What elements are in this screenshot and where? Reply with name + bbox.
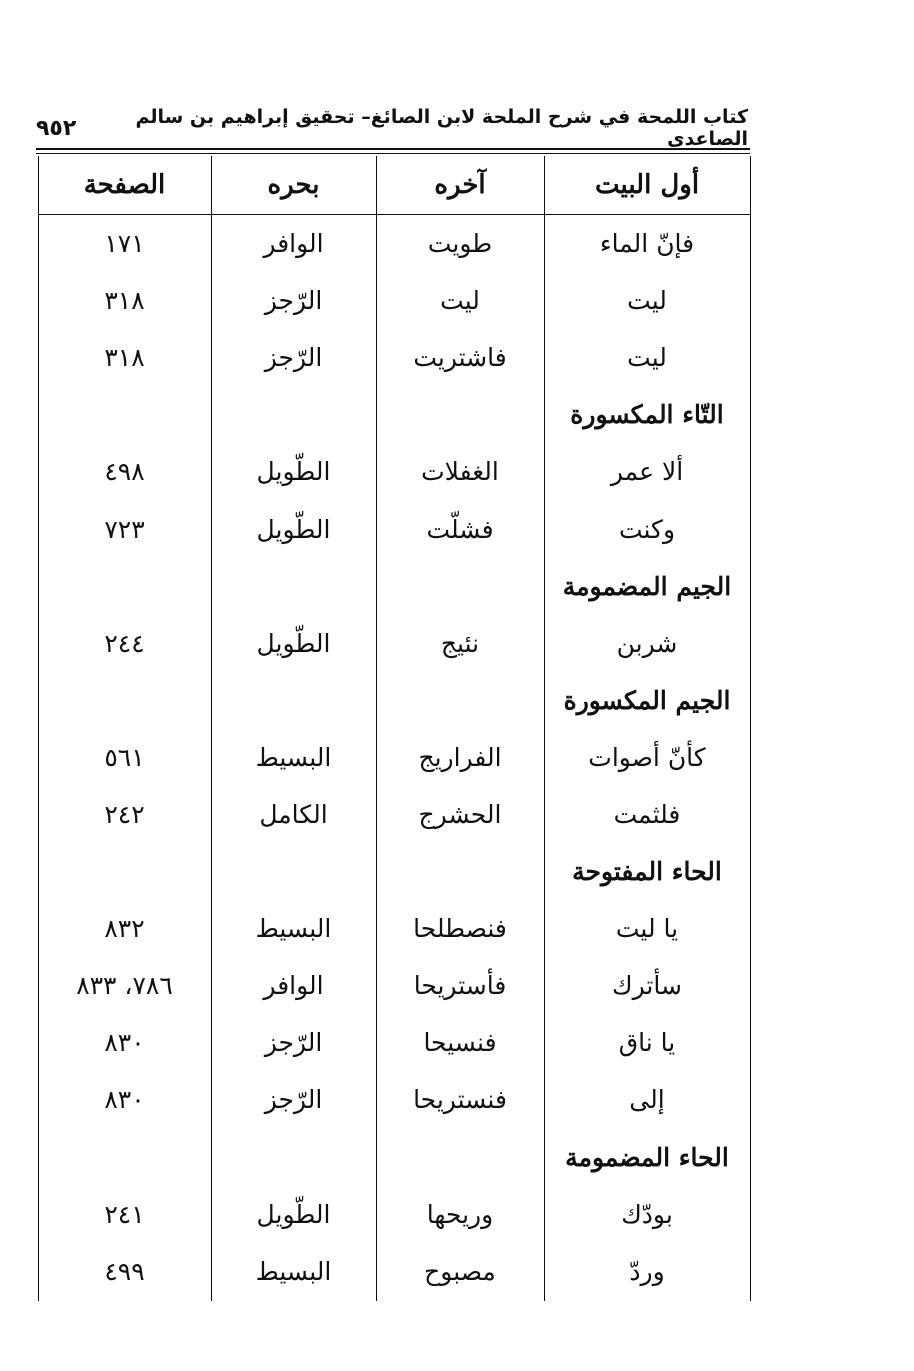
verse-end-cell: فنصطلحا	[413, 914, 507, 944]
col-verse-end-header: آخره	[434, 170, 486, 200]
verse-end-cell: ليت	[440, 286, 480, 316]
header-rule	[36, 148, 750, 150]
col-meter-header: بحره	[267, 170, 320, 200]
verse-end-cell: نئيج	[440, 628, 480, 658]
first-verse-cell: كأنّ أصوات	[588, 742, 706, 772]
section-heading-row	[38, 672, 750, 729]
first-verse-cell: وكنت	[618, 514, 676, 544]
page-cell: ٢٤٢	[104, 799, 145, 829]
page-cell: ١٧١	[104, 229, 145, 259]
first-verse-cell: شربن	[616, 628, 678, 658]
verse-end-cell: فنستريحا	[413, 1085, 507, 1115]
meter-cell: الوافر	[263, 229, 324, 259]
verse-end-cell: فنسيحا	[423, 1028, 497, 1058]
page-cell: ٧٨٦، ٨٣٣	[76, 971, 173, 1001]
page-number: ٩٥٢	[36, 115, 77, 141]
section-heading: الجيم المكسورة	[563, 685, 731, 715]
section-heading-row	[38, 843, 750, 900]
first-verse-cell: فلثمت	[613, 799, 681, 829]
page-cell: ٢٤٤	[104, 628, 145, 658]
first-verse-cell: إلى	[629, 1085, 665, 1115]
table-row	[38, 615, 750, 672]
section-heading-row	[38, 1129, 750, 1186]
running-header	[36, 106, 748, 150]
page-cell: ٢٤١	[104, 1199, 145, 1229]
meter-cell: الكامل	[259, 799, 328, 829]
col-first-verse-header: أول البيت	[594, 170, 700, 200]
verse-end-cell: فاشتريت	[413, 343, 507, 373]
verse-end-cell: فشلّت	[426, 514, 494, 544]
table-row	[38, 786, 750, 843]
meter-cell: الطّويل	[256, 628, 331, 658]
section-heading: الجيم المضمومة	[562, 571, 732, 601]
page-cell: ٤٩٨	[104, 457, 145, 487]
meter-cell: الطّويل	[256, 514, 331, 544]
section-heading: الحاء المفتوحة	[572, 857, 722, 887]
first-verse-cell: ليت	[627, 286, 667, 316]
table-row	[38, 500, 750, 557]
meter-cell: البسيط	[255, 1256, 332, 1286]
page-cell: ٧٢٣	[104, 514, 145, 544]
page-cell: ٣١٨	[104, 286, 145, 316]
page-cell: ٨٣٠	[104, 1028, 145, 1058]
meter-cell: البسيط	[255, 742, 332, 772]
meter-cell: الطّويل	[256, 1199, 331, 1229]
section-heading-row	[38, 558, 750, 615]
page-cell: ٨٣٠	[104, 1085, 145, 1115]
verse-end-cell: فأستريحا	[413, 971, 507, 1001]
table-header	[38, 156, 750, 215]
page-cell: ٥٦١	[104, 742, 145, 772]
first-verse-cell: ليت	[627, 343, 667, 373]
section-heading-row	[38, 386, 750, 443]
verse-end-cell: الفراريج	[418, 742, 502, 772]
meter-cell: الرّجز	[264, 1085, 323, 1115]
verse-index-table	[38, 156, 750, 1300]
table-row	[38, 1186, 750, 1243]
verse-end-cell: مصبوح	[424, 1256, 496, 1286]
verse-end-cell: الغفلات	[421, 457, 499, 487]
verse-end-cell: الحشرج	[418, 799, 502, 829]
verse-end-cell: طويت	[427, 229, 493, 259]
table-row	[38, 1243, 750, 1300]
table-row	[38, 957, 750, 1014]
table-body	[38, 215, 750, 1300]
table-border-right	[750, 156, 751, 1301]
book-title: كتاب اللمحة في شرح الملحة لابن الصائغ– تحقيق إبراهيم بن سالم الصاعدي	[135, 106, 748, 150]
meter-cell: الطّويل	[256, 457, 331, 487]
page-cell: ٤٩٩	[104, 1256, 145, 1286]
table-row	[38, 215, 750, 272]
meter-cell: الرّجز	[264, 343, 323, 373]
page-cell: ٨٣٢	[104, 914, 145, 944]
col-page-header: الصفحة	[83, 170, 166, 200]
meter-cell: الوافر	[263, 971, 324, 1001]
verse-end-cell: وريحها	[426, 1199, 494, 1229]
first-verse-cell: ألا عمر	[610, 457, 684, 487]
first-verse-cell: يا ناق	[618, 1028, 676, 1058]
first-verse-cell: يا ليت	[615, 914, 679, 944]
first-verse-cell: بودّك	[621, 1199, 673, 1229]
first-verse-cell: سأترك	[612, 971, 682, 1001]
header-rule-thin	[36, 153, 750, 154]
section-heading: الحاء المضمومة	[565, 1142, 729, 1172]
table-row	[38, 1071, 750, 1128]
first-verse-cell: فإنّ الماء	[599, 229, 695, 259]
page-cell: ٣١٨	[104, 343, 145, 373]
table-row	[38, 443, 750, 500]
table-row	[38, 272, 750, 329]
table-row	[38, 729, 750, 786]
section-heading: التّاء المكسورة	[570, 400, 724, 430]
meter-cell: الرّجز	[264, 286, 323, 316]
meter-cell: البسيط	[255, 914, 332, 944]
table-row	[38, 900, 750, 957]
table-row	[38, 1014, 750, 1071]
first-verse-cell: وردّ	[629, 1256, 665, 1286]
table-row	[38, 329, 750, 386]
meter-cell: الرّجز	[264, 1028, 323, 1058]
